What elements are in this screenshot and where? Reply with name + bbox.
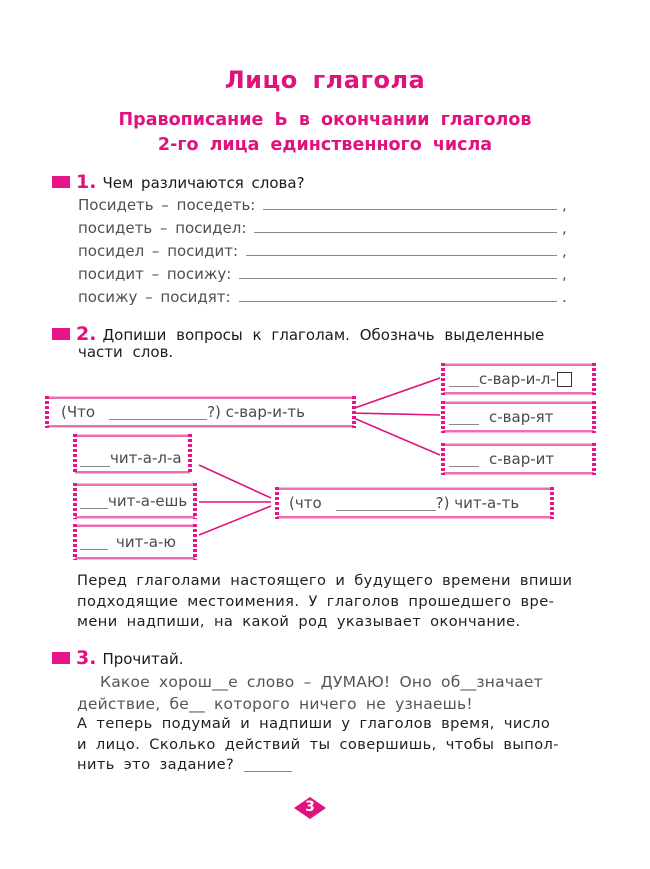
page-title: Лицо глагола [224, 66, 426, 94]
pronoun-blank[interactable] [80, 452, 110, 467]
verb-form-text: с-вар-ят [489, 408, 554, 426]
box-prefix: (Что [61, 403, 96, 421]
row-punctuation: . [562, 288, 567, 306]
pronoun-blank[interactable] [449, 372, 479, 387]
row-punctuation: , [562, 196, 567, 214]
note-line: Перед глаголами настоящего и будущего времени впиши [77, 572, 573, 589]
verb-box-chitat [277, 488, 552, 518]
answer-blank[interactable] [244, 770, 292, 772]
task-instruction: Допиши вопросы к глаголам. Обозначь выделенные [102, 326, 545, 344]
word-pair-label: посидеть – посидел: [78, 219, 247, 237]
task3-heading [52, 647, 184, 669]
verb-form-box [443, 402, 594, 432]
task-number: 1. [76, 171, 97, 193]
word-pair-label: посидит – посижу: [78, 265, 232, 283]
row-punctuation: , [562, 242, 567, 260]
pronoun-blank[interactable] [449, 452, 479, 467]
verb-form-box [443, 364, 594, 394]
question-line-last [77, 755, 577, 776]
task-number: 2. [76, 323, 97, 345]
question-blank[interactable] [109, 405, 207, 420]
task-instruction-line2: части слов. [78, 343, 174, 361]
question-line: нить это задание? [77, 756, 235, 773]
reading-line: действие, бе__ которого ничего не узнаешь! [77, 695, 473, 713]
task-number: 3. [76, 647, 97, 669]
task-instruction: Прочитай. [102, 650, 184, 668]
question-line: и лицо. Сколько действий ты совершишь, чтобы выпол- [77, 735, 559, 753]
verb-form-box [75, 435, 190, 473]
page-subtitle-line1: Правописание Ь в окончании глаголов [118, 110, 532, 130]
note-line: мени надпиши, на какой род указывает окончание. [77, 613, 521, 630]
box-prefix: (что [289, 494, 322, 512]
pronoun-blank[interactable] [80, 535, 108, 550]
verb-form-box [443, 444, 594, 474]
verb-box-svarit [47, 397, 354, 427]
task3-question [77, 714, 577, 776]
task-marker-icon [52, 652, 70, 664]
question-line: А теперь подумай и надпиши у глаголов время, число [77, 715, 551, 732]
verb-form-box [75, 525, 195, 559]
task2-note [77, 571, 577, 633]
page-subtitle-line2: 2-го лица единственного числа [157, 135, 493, 155]
pronoun-blank[interactable] [80, 494, 108, 509]
word-pair-label: Посидеть – поседеть: [78, 196, 256, 214]
page-number-badge [293, 796, 327, 820]
box-suffix: ?) чит-а-ть [435, 494, 520, 512]
row-punctuation: , [562, 219, 567, 237]
pronoun-blank[interactable] [449, 410, 479, 425]
task-question: Чем различаются слова? [102, 174, 305, 192]
verb-form-text: чит-а-л-а [110, 449, 182, 467]
word-pair-label: посижу – посидят: [78, 288, 231, 306]
ending-box-icon[interactable] [557, 372, 572, 387]
note-line: подходящие местоимения. У глаголов прошедшего вре- [77, 592, 555, 610]
page-number: 3 [305, 799, 315, 815]
question-blank[interactable] [336, 496, 436, 511]
box-suffix: ?) с-вар-и-ть [207, 403, 306, 421]
verb-form-text: с-вар-ит [489, 450, 555, 468]
row-punctuation: , [562, 265, 567, 283]
word-pair-label: посидел – посидит: [78, 242, 239, 260]
reading-line: Какое хорош__е слово – ДУМАЮ! Оно об__значает [100, 673, 543, 691]
verb-form-text: с-вар-и-л- [479, 370, 556, 388]
verb-form-text: чит-а-ешь [108, 492, 188, 510]
verb-form-text: чит-а-ю [116, 533, 176, 551]
verb-form-box [75, 484, 195, 518]
